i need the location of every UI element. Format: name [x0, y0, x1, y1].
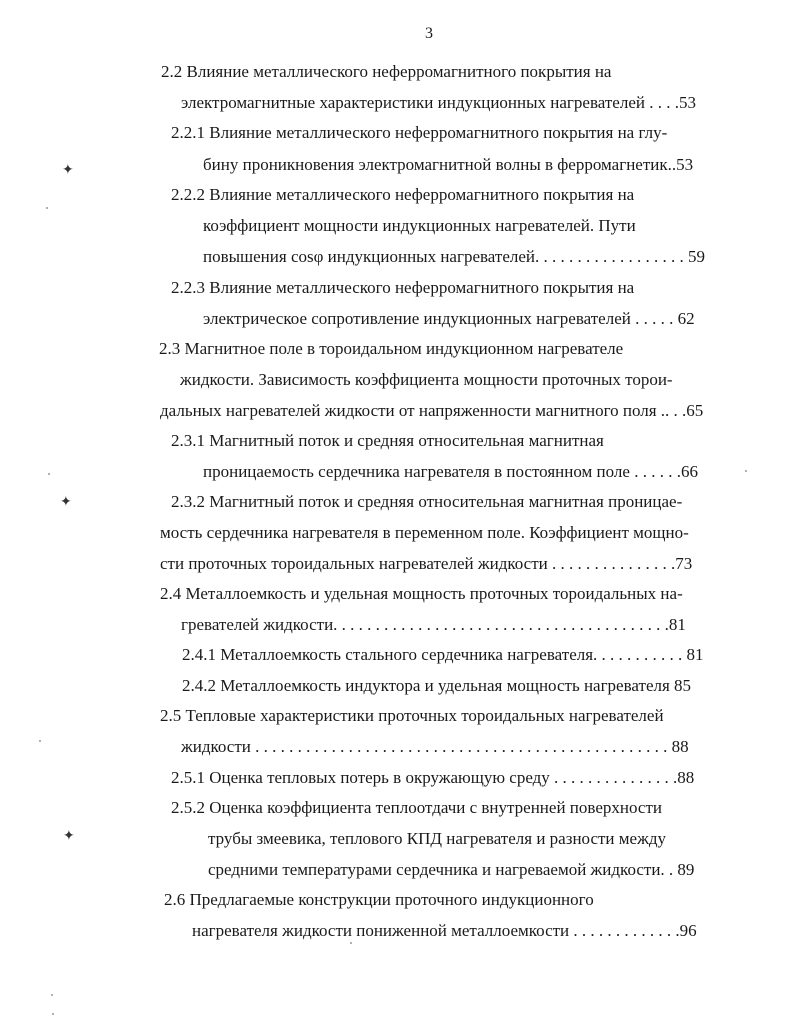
- toc-2-2-2-line-2: коэффициент мощности индукционных нагревателей. Пути: [203, 216, 636, 235]
- toc-2-2-3-line-1: 2.2.3 Влияние металлического неферромагнитного покрытия на: [171, 278, 635, 297]
- toc-2-2-2-line-1: 2.2.2 Влияние металлического неферромагнитного покрытия на: [171, 185, 635, 204]
- toc-2-5-line-1: 2.5 Тепловые характеристики проточных тороидальных нагревателей: [160, 706, 664, 725]
- toc-2-3-line-1: 2.3 Магнитное поле в тороидальном индукционном нагревателе: [159, 339, 624, 358]
- toc-2-3-2-line-1: 2.3.2 Магнитный поток и средняя относительная магнитная проницае-: [171, 492, 683, 511]
- toc-2-4-line-2: гревателей жидкости. . . . . . . . . . . . . . . . . . . . . . . . . . . . . . . . . . . . . . . .81: [181, 615, 686, 634]
- toc-2-2-2-line-3: повышения cosφ индукционных нагревателей. . . . . . . . . . . . . . . . . . 59: [203, 247, 706, 266]
- toc-2-3-2-line-3: сти проточных тороидальных нагревателей жидкости . . . . . . . . . . . . . . .73: [160, 554, 693, 573]
- toc-2-6-line-1: 2.6 Предлагаемые конструкции проточного индукционного: [164, 890, 594, 909]
- scan-speck: [350, 942, 352, 944]
- toc-2-2-line-1: 2.2 Влияние металлического неферромагнитного покрытия на: [161, 62, 612, 81]
- toc-2-5-1-line-1: 2.5.1 Оценка тепловых потерь в окружающую среду . . . . . . . . . . . . . . .88: [171, 768, 695, 787]
- page-number: 3: [425, 25, 433, 42]
- toc-2-6-line-2: нагревателя жидкости пониженной металлоемкости . . . . . . . . . . . . .96: [192, 921, 697, 940]
- toc-2-4-line-1: 2.4 Металлоемкость и удельная мощность проточных тороидальных на-: [160, 584, 683, 603]
- toc-2-3-1-line-2: проницаемость сердечника нагревателя в постоянном поле . . . . . .66: [203, 462, 698, 481]
- margin-mark-1: ✦: [62, 162, 74, 178]
- scan-speck: [52, 1013, 54, 1015]
- toc-2-5-line-2: жидкости . . . . . . . . . . . . . . . . . . . . . . . . . . . . . . . . . . . . . . . . . . . . . . . . . 88: [181, 737, 689, 756]
- scan-speck: [39, 740, 41, 742]
- scan-speck: [48, 473, 50, 475]
- scan-speck: [745, 470, 747, 472]
- toc-2-3-2-line-2: мость сердечника нагревателя в переменном поле. Коэффициент мощно-: [160, 523, 689, 542]
- toc-2-4-2-line-1: 2.4.2 Металлоемкость индуктора и удельная мощность нагревателя 85: [182, 676, 692, 695]
- toc-2-2-3-line-2: электрическое сопротивление индукционных нагревателей . . . . . 62: [203, 309, 695, 328]
- scan-speck: [46, 207, 48, 209]
- toc-2-3-line-3: дальных нагревателей жидкости от напряженности магнитного поля .. . .65: [160, 401, 704, 420]
- toc-2-2-line-2: электромагнитные характеристики индукционных нагревателей . . . .53: [181, 93, 696, 112]
- toc-2-5-2-line-1: 2.5.2 Оценка коэффициента теплоотдачи с внутренней поверхности: [171, 798, 662, 817]
- scan-speck: [51, 994, 53, 996]
- margin-mark-2: ✦: [60, 494, 72, 510]
- toc-2-5-2-line-2: трубы змеевика, теплового КПД нагревателя и разности между: [208, 829, 666, 848]
- toc-2-2-1-line-1: 2.2.1 Влияние металлического неферромагнитного покрытия на глу-: [171, 123, 668, 142]
- toc-2-5-2-line-3: средними температурами сердечника и нагреваемой жидкости. . 89: [208, 860, 695, 879]
- toc-2-3-1-line-1: 2.3.1 Магнитный поток и средняя относительная магнитная: [171, 431, 604, 450]
- margin-mark-3: ✦: [63, 828, 75, 844]
- toc-2-2-1-line-2: бину проникновения электромагнитной волны в ферромагнетик..53: [203, 155, 694, 174]
- toc-2-4-1-line-1: 2.4.1 Металлоемкость стального сердечника нагревателя. . . . . . . . . . . 81: [182, 645, 704, 664]
- toc-2-3-line-2: жидкости. Зависимость коэффициента мощности проточных торои-: [180, 370, 673, 389]
